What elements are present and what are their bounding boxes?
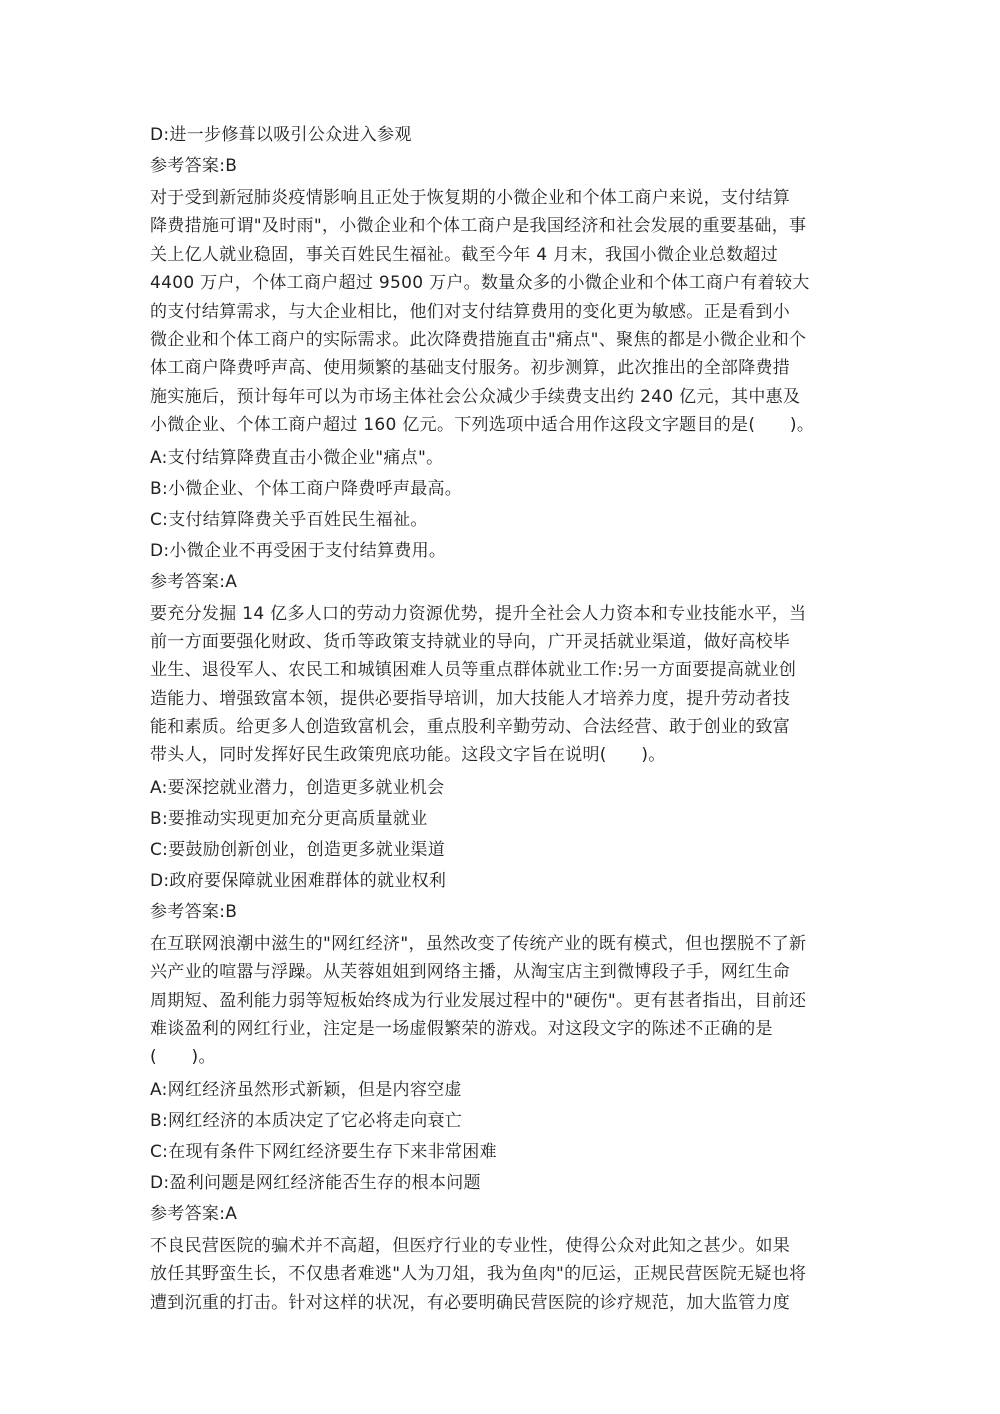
option-d: D:小微企业不再受困于支付结算费用。 [150, 540, 447, 561]
passage-line: 兴产业的喧嚣与浮躁。从芙蓉姐姐到网络主播，从淘宝店主到微博段子手，网红生命 [150, 962, 791, 983]
answer-label: 参考答案:B [150, 901, 238, 922]
question-passage [150, 1232, 855, 1317]
question-block-3 [150, 930, 855, 1230]
question-block-4 [150, 1232, 855, 1317]
passage-line: 在互联网浪潮中滋生的"网红经济"，虽然改变了传统产业的既有模式，但也摆脱不了新 [150, 933, 807, 954]
passage-line: 难谈盈利的网红行业，注定是一场虚假繁荣的游戏。对这段文字的陈述不正确的是 [150, 1019, 773, 1040]
option-a: A:支付结算降费直击小微企业"痛点"。 [150, 447, 444, 468]
answer-label: 参考答案:A [150, 1203, 238, 1224]
answer-label: 参考答案:A [150, 571, 238, 592]
option-b: B:小微企业、个体工商户降费呼声最高。 [150, 478, 463, 499]
option-b: B:网红经济的本质决定了它必将走向衰亡 [150, 1110, 463, 1131]
passage-line: 业生、退役军人、农民工和城镇困难人员等重点群体就业工作:另一方面要提高就业创 [150, 660, 797, 681]
passage-line: 4400 万户，个体工商户超过 9500 万户。数量众多的小微企业和个体工商户有着较大 [150, 273, 810, 294]
answer-label: 参考答案:B [150, 156, 238, 176]
passage-line: 不良民营医院的骗术并不高超，但医疗行业的专业性，使得公众对此知之甚少。如果 [150, 1235, 791, 1256]
passage-line: 微企业和个体工商户的实际需求。此次降费措施直击"痛点"、聚焦的都是小微企业和个 [150, 329, 807, 350]
question-passage [150, 930, 855, 1072]
passage-line: 带头人，同时发挥好民生政策兜底功能。这段文字旨在说明( )。 [150, 745, 666, 766]
passage-line: 前一方面要强化财政、货币等政策支持就业的导向，广开灵括就业渠道，做好高校毕 [150, 631, 791, 652]
passage-line: 对于受到新冠肺炎疫情影响且正处于恢复期的小微企业和个体工商户来说，支付结算 [150, 188, 791, 208]
option-c: C:支付结算降费关乎百姓民生福祉。 [150, 509, 428, 530]
passage-line: 的支付结算需求，与大企业相比，他们对支付结算费用的变化更为敏感。正是看到小 [150, 301, 791, 322]
option-d: D:政府要保障就业困难群体的就业权利 [150, 870, 447, 891]
passage-line: 体工商户降费呼声高、使用频繁的基础支付服务。初步测算，此次推出的全部降费措 [150, 358, 791, 379]
option-d: D:进一步修葺以吸引公众进入参观 [150, 125, 412, 145]
passage-line: 周期短、盈利能力弱等短板始终成为行业发展过程中的"硬伤"。更有甚者指出，目前还 [150, 990, 807, 1011]
option-d: D:盈利问题是网红经济能否生存的根本问题 [150, 1172, 481, 1193]
passage-line: ( )。 [150, 1047, 216, 1068]
passage-line: 关上亿人就业稳固，事关百姓民生福祉。截至今年 4 月末，我国小微企业总数超过 [150, 244, 779, 265]
question-block-0 [150, 120, 855, 182]
passage-line: 放任其野蛮生长，不仅患者难逃"人为刀俎，我为鱼肉"的厄运，正规民营医院无疑也将 [150, 1264, 807, 1285]
passage-line: 降费措施可谓"及时雨"，小微企业和个体工商户是我国经济和社会发展的重要基础，事 [150, 216, 807, 237]
question-passage [150, 184, 855, 440]
option-a: A:网红经济虽然形式新颖，但是内容空虚 [150, 1079, 462, 1100]
question-block-1 [150, 184, 855, 598]
option-b: B:要推动实现更加充分更高质量就业 [150, 808, 428, 829]
passage-line: 小微企业、个体工商户超过 160 亿元。下列选项中适合用作这段文字题目的是( )。 [150, 415, 815, 436]
passage-line: 要充分发掘 14 亿多人口的劳动力资源优势，提升全社会人力资本和专业技能水平，当 [150, 603, 807, 624]
question-passage [150, 600, 855, 770]
option-c: C:在现有条件下网红经济要生存下来非常困难 [150, 1141, 497, 1162]
passage-line: 遭到沉重的打击。针对这样的状况，有必要明确民营医院的诊疗规范，加大监管力度 [150, 1292, 791, 1313]
document-page [150, 120, 855, 1320]
passage-line: 施实施后，预计每年可以为市场主体社会公众减少手续费支出约 240 亿元，其中惠及 [150, 386, 801, 407]
passage-line: 能和素质。给更多人创造致富机会，重点股利辛勤劳动、合法经营、敢于创业的致富 [150, 717, 791, 738]
question-block-2 [150, 600, 855, 928]
option-a: A:要深挖就业潜力，创造更多就业机会 [150, 777, 445, 798]
passage-line: 造能力、增强致富本领，提供必要指导培训，加大技能人才培养力度，提升劳动者技 [150, 688, 791, 709]
option-c: C:要鼓励创新创业，创造更多就业渠道 [150, 839, 445, 860]
